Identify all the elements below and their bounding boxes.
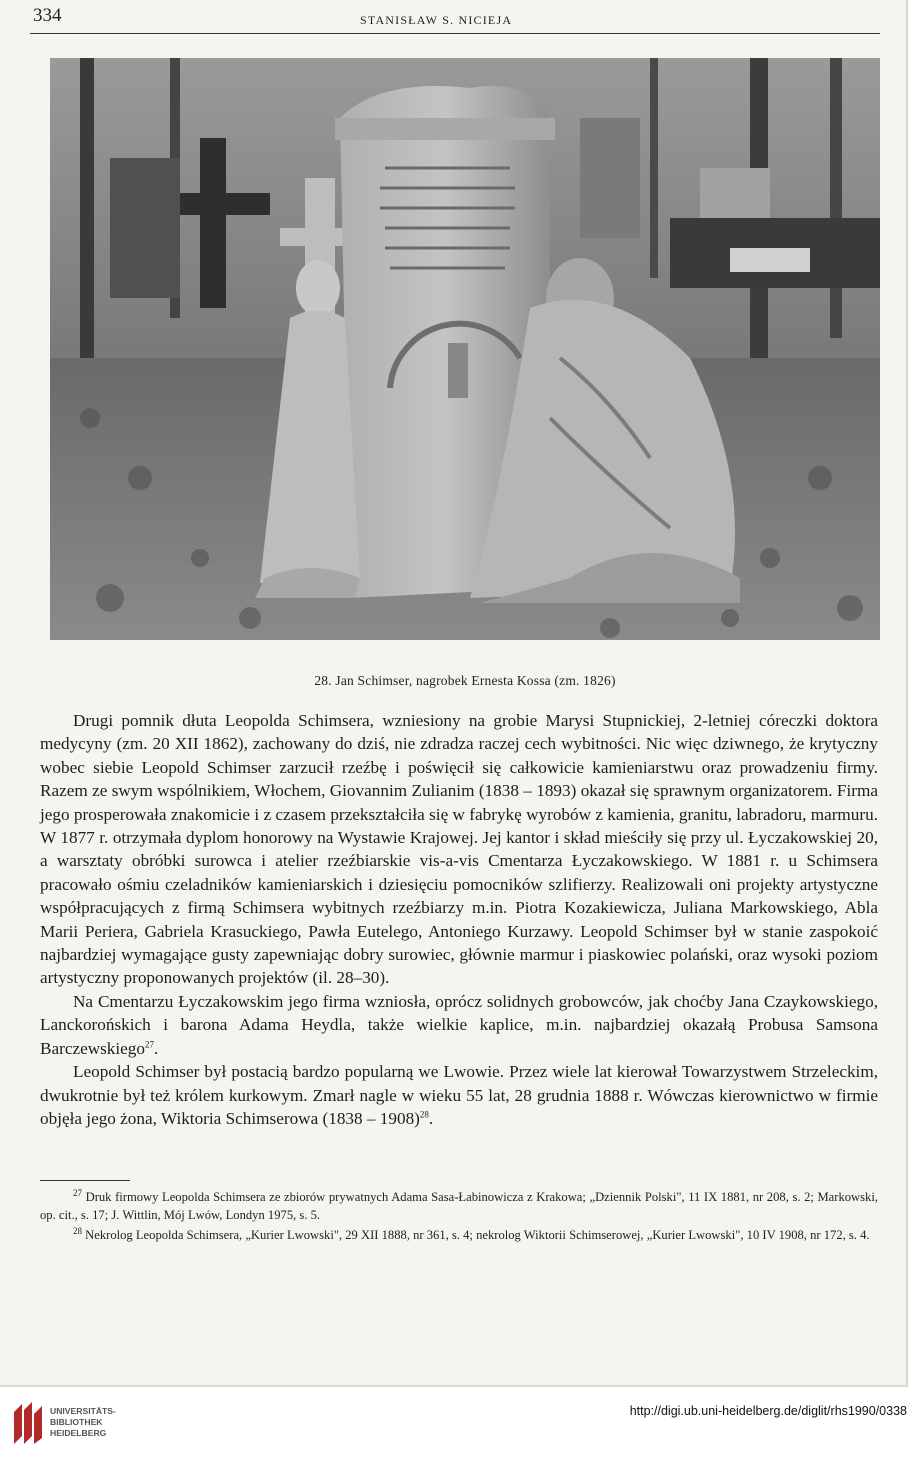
footnote-rule: [40, 1180, 130, 1181]
library-name-line-1: UNIVERSITÄTS-: [50, 1406, 116, 1416]
footnote-text: Nekrolog Leopolda Schimsera, „Kurier Lwowski", 29 XII 1888, nr 361, s. 4; nekrolog Wiktorii Schimserowej, „Kurier Lwowski", 10 IV 1908, nr 172, s. 4.: [85, 1228, 870, 1242]
library-emblem-icon: [10, 1398, 46, 1446]
source-url-link[interactable]: http://digi.ub.uni-heidelberg.de/diglit/rhs1990/0338: [629, 1404, 907, 1418]
paragraph-2: [40, 990, 878, 1060]
running-head: STANISŁAW S. NICIEJA: [360, 13, 513, 27]
library-name-line-2: BIBLIOTHEK: [50, 1417, 103, 1427]
paragraph-3-text: Leopold Schimser był postacią bardzo popularną we Lwowie. Przez wiele lat kierował Towarzystwem Strzeleckim, dwukrotnie był też królem kurkowym. Zmarł nagle w wieku 55 lat, 28 grudnia 1888 r. Wówczas kierownictwo w firmie objęła jego żona, Wiktoria Schimserowa (1838 – 1908): [40, 1062, 878, 1128]
library-name-line-3: HEIDELBERG: [50, 1428, 107, 1438]
footnote-number: 28: [73, 1225, 82, 1236]
footnote-ref-28[interactable]: 28: [419, 1109, 429, 1120]
paragraph-2-end: .: [154, 1038, 159, 1058]
footnote-text: Druk firmowy Leopolda Schimsera ze zbiorów prywatnych Adama Sasa-Łabinowicza z Krakowa; „Dziennik Polski", 11 IX 1881, nr 208, s. 2; Markowski, op. cit., s. 17; J. Wittlin, Mój Lwów, Londyn 1975, s. 5.: [40, 1190, 878, 1222]
footnotes: [40, 1188, 878, 1246]
library-logo[interactable]: [10, 1398, 150, 1448]
page-number: 334: [33, 5, 62, 26]
figure-caption: 28. Jan Schimser, nagrobek Ernesta Kossa (zm. 1826): [314, 673, 616, 688]
footnote-27: [40, 1188, 878, 1224]
tombstone-illustration: [50, 58, 880, 640]
cemetery-photograph: [50, 58, 880, 640]
footnote-28: [40, 1226, 878, 1244]
paragraph-2-text: Na Cmentarzu Łyczakowskim jego firma wzniosła, oprócz solidnych grobowców, jak choćby Jana Czaykowskiego, Lanckorońskich i barona Adama Heydla, także wielkie kaplice, m.in. najbardziej okazałą Probusa Samsona Barczewskiego: [40, 991, 878, 1058]
paragraph-3-end: .: [428, 1108, 434, 1128]
library-name: [50, 1406, 116, 1439]
paragraph-3: [40, 1060, 878, 1130]
footnote-number: 27: [73, 1187, 82, 1198]
article-body: [40, 709, 878, 1130]
footnote-ref-27[interactable]: 27: [145, 1038, 154, 1049]
header-rule: [30, 33, 880, 34]
paragraph-1: Drugi pomnik dłuta Leopolda Schimsera, wzniesiony na grobie Marysi Stupnickiej, 2-letniej córeczki doktora medycyny (zm. 20 XII 1862), zachowany do dziś, nie zdradza raczej cech wybitności. Nic więc dziwnego, że krytyczny wobec siebie Leopold Schimser zarzucił rzeźbę i poświęcił się całkowicie kamieniarstwu oraz prowadzeniu firmy. Razem ze swym wspólnikiem, Włochem, Giovannim Zulianim (1838 – 1893) okazał się sprawnym organizatorem. Firma jego prosperowała znakomicie i z czasem przekształciła się w fabrykę wyrobów z kamienia, granitu, labradoru, marmuru. W 1877 r. otrzymała dyplom honorowy na Wystawie Krajowej. Jej kantor i skład mieściły się przy ul. Łyczakowskiej 20, a warsztaty obróbki surowca i atelier rzeźbiarskie vis-a-vis Cmentarza Łyczakowskiego. W 1881 r. u Schimsera pracowało ośmiu czeladników kamieniarskich i dziesięciu pomocników szlifierzy. Realizowali oni projekty artystyczne współpracujących z firmą Schimsera wybitnych rzeźbiarzy m.in. Piotra Kozakiewicza, Juliana Markowskiego, Abla Marii Periera, Gabriela Krasuckiego, Pawła Eutelego, Antoniego Kurzawy. Leopold Schimser był w stanie zaspokoić najbardziej wymagające gusty zapewniając dobry surowiec, głównie marmur i piaskowiec polański, oraz wysoki poziom artystyczny proponowanych projektów (il. 28–30).: [40, 711, 878, 988]
